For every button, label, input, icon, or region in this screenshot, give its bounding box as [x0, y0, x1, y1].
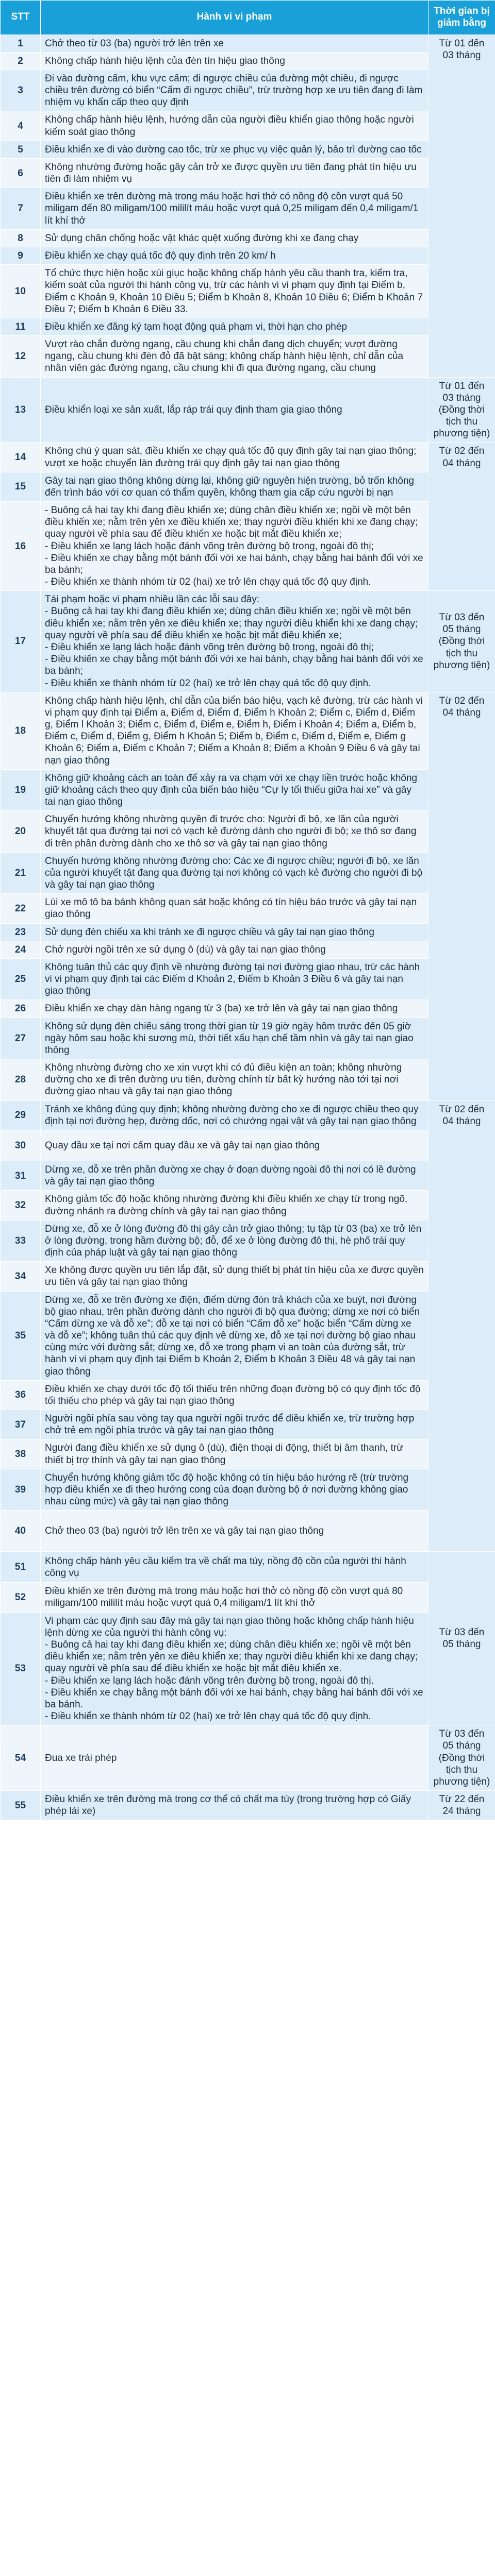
violation-text: [41, 1059, 428, 1101]
row-number: 33: [1, 1220, 41, 1262]
table-row: [1, 247, 495, 265]
row-number: 51: [1, 1552, 41, 1583]
violation-line: Đi vào đường cấm, khu vực cấm; đi ngược chiều của đường một chiều, đi ngược chiều trên đường có biển “Cấm đi ngược chiều”, trừ trường hợp xe ưu tiên đang đi làm nhiệm vụ khẩn cấp theo quy định: [45, 73, 423, 108]
table-row: [1, 158, 495, 188]
table-row: [1, 472, 495, 501]
reduction-time: Từ 02 đến 04 tháng: [428, 1100, 495, 1552]
violation-text: [41, 1511, 428, 1552]
table-row: [1, 111, 495, 141]
row-number: 16: [1, 502, 41, 591]
row-number: 36: [1, 1380, 41, 1410]
row-number: 12: [1, 336, 41, 378]
violation-line: - Buông cả hai tay khi đang điều khiển xe; dùng chân điều khiển xe; ngồi về một bên điều khiển xe; nằm trên yên xe điều khiển xe; thay người điều khiển khi xe đang chạy; quay người về phía sau để điều khiển xe hoặc bịt mắt điều khiển xe.: [45, 1639, 418, 1674]
table-row: [1, 1583, 495, 1612]
reduction-time: Từ 03 đến 05 tháng (Đồng thời tịch thu phương tiện): [428, 1725, 495, 1791]
table-row: [1, 923, 495, 941]
row-number: 18: [1, 692, 41, 769]
row-number: 9: [1, 247, 41, 265]
table-row: [1, 1612, 495, 1725]
row-number: 17: [1, 591, 41, 692]
row-number: 52: [1, 1583, 41, 1612]
violation-text: [41, 1552, 428, 1583]
violation-text: [41, 35, 428, 52]
row-number: 28: [1, 1059, 41, 1101]
violation-line: - Điều khiển xe chạy bằng một bánh đối với xe hai bánh, chạy bằng hai bánh đối với xe ba bánh;: [45, 654, 423, 677]
violation-text: [41, 1291, 428, 1380]
row-number: 25: [1, 958, 41, 1000]
header-violation: Hành vi vi phạm: [41, 1, 428, 35]
row-number: 23: [1, 923, 41, 941]
table-row: [1, 1161, 495, 1191]
row-number: 30: [1, 1130, 41, 1161]
table-row: [1, 1511, 495, 1552]
row-number: 27: [1, 1018, 41, 1059]
violation-line: Chở theo 03 (ba) người trở lên trên xe và gây tai nạn giao thông: [45, 1526, 324, 1537]
reduction-time: Từ 03 đến 05 tháng: [428, 1552, 495, 1725]
table-header: [1, 1, 495, 35]
violation-line: Tổ chức thực hiện hoặc xúi giục hoặc không chấp hành yêu cầu thanh tra, kiểm tra, kiểm soát của người thi hành công vụ, trừ các hành vi vi phạm quy định tại Điểm b, Điểm c Khoản 9, Khoản 10 Điều 5; Điểm b Khoản 8, Khoản 10 Điều 6; Điểm b Khoản 7 Điều 7; Điểm b Khoản 6 Điều 33.: [45, 268, 423, 315]
violation-line: Điều khiển xe trên đường mà trong máu hoặc hơi thở có nồng độ cồn vượt quá 80 miligam/100 mililít máu hoặc vượt quá 0,4 miligam/1 lít khí thở: [45, 1586, 403, 1609]
row-number: 26: [1, 1000, 41, 1018]
table-row: [1, 811, 495, 853]
violation-line: Không giảm tốc độ hoặc không nhường đường khi điều khiển xe chạy từ trong ngõ, đường nhánh ra đường chính và gây tai nạn giao thông: [45, 1194, 408, 1217]
row-number: 55: [1, 1791, 41, 1820]
table-row: [1, 141, 495, 158]
violation-text: [41, 1439, 428, 1469]
table-row: [1, 1469, 495, 1511]
violation-line: Chở theo từ 03 (ba) người trở lên trên xe: [45, 38, 224, 49]
violation-text: [41, 1161, 428, 1191]
violation-line: Không sử dụng đèn chiếu sáng trong thời gian từ 19 giờ ngày hôm trước đến 05 giờ ngày hôm sau hoặc khi sương mù, thời tiết xấu hạn chế tầm nhìn và gây tai nạn giao thông: [45, 1021, 414, 1056]
violation-text: [41, 1191, 428, 1220]
violation-line: Chuyển hướng không nhường quyền đi trước cho: Người đi bộ, xe lăn của người khuyết tật qua đường tại nơi có vạch kẻ đường dành cho người đi bộ; xe thô sơ đang đi trên phần đường dành cho xe thô sơ và gây tai nạn giao thông: [45, 814, 417, 849]
violation-line: - Điều khiển xe thành nhóm từ 02 (hai) xe trở lên chạy quá tốc độ quy định.: [45, 677, 371, 689]
violation-line: Gây tai nạn giao thông không dừng lại, không giữ nguyên hiện trường, bỏ trốn không đến trình báo với cơ quan có thẩm quyền, không tham gia cấp cứu người bị nạn: [45, 475, 415, 498]
table-row: [1, 1220, 495, 1262]
table-row: [1, 1791, 495, 1820]
row-number: 1: [1, 35, 41, 52]
table-row: [1, 1725, 495, 1791]
violation-line: Đua xe trái phép: [45, 1752, 117, 1764]
row-number: 31: [1, 1161, 41, 1191]
violation-text: [41, 377, 428, 443]
table-row: [1, 229, 495, 247]
violation-line: Điều khiển xe chạy dàn hàng ngang từ 3 (ba) xe trở lên và gây tai nạn giao thông: [45, 1003, 398, 1014]
violation-line: - Điều khiển xe lạng lách hoặc đánh võng trên đường bộ trong, ngoài đô thị;: [45, 641, 374, 653]
violation-text: [41, 1725, 428, 1791]
violation-line: Tránh xe không đúng quy định; không nhường đường cho xe đi ngược chiều theo quy định tại nơi đường hẹp, đường dốc, nơi có chướng ngại vật và gây tai nạn giao thông: [45, 1104, 419, 1127]
violation-line: - Điều khiển xe lạng lách hoặc đánh võng trên đường bộ trong, ngoài đô thị.: [45, 1675, 374, 1686]
row-number: 15: [1, 472, 41, 501]
reduction-time: Từ 01 đến 03 tháng: [428, 35, 495, 377]
row-number: 39: [1, 1469, 41, 1511]
violation-line: Điều khiển loại xe sản xuất, lắp ráp trái quy định tham gia giao thông: [45, 404, 342, 415]
table-row: [1, 1018, 495, 1059]
violation-text: [41, 958, 428, 1000]
table-row: [1, 188, 495, 230]
violation-text: [41, 692, 428, 769]
table-row: [1, 894, 495, 923]
violation-line: Người ngồi phía sau vòng tay qua người ngồi trước để điều khiển xe, trừ trường hợp chở trẻ em ngồi phía trước và gây tai nạn giao thông: [45, 1413, 415, 1436]
violation-text: [41, 941, 428, 958]
violation-line: Vi phạm các quy định sau đây mà gây tai nạn giao thông hoặc không chấp hành hiệu lệnh dừng xe của người thi hành công vụ:: [45, 1615, 414, 1638]
row-number: 8: [1, 229, 41, 247]
violation-line: Không nhường đường hoặc gây cản trở xe được quyền ưu tiên đang phát tín hiệu ưu tiên đi làm nhiệm vụ: [45, 161, 417, 185]
table-row: [1, 1410, 495, 1439]
violation-text: [41, 769, 428, 811]
violation-line: Điều khiển xe chạy dưới tốc độ tối thiểu trên những đoạn đường bộ có quy định tốc độ tối thiểu cho phép và gây tai nạn giao thông: [45, 1383, 421, 1406]
violation-line: Dừng xe, đỗ xe trên phần đường xe chạy ở đoạn đường ngoài đô thị nơi có lề đường và gây tai nạn giao thông: [45, 1164, 416, 1188]
table-row: [1, 1100, 495, 1130]
violation-text: [41, 1469, 428, 1511]
row-number: 6: [1, 158, 41, 188]
row-number: 5: [1, 141, 41, 158]
violation-text: [41, 502, 428, 591]
violation-line: Chuyển hướng không nhường đường cho: Các xe đi ngược chiều; người đi bộ, xe lăn của người khuyết tật đang qua đường tại nơi không có vạch kẻ đường cho người đi bộ và gây tai nạn giao thông: [45, 855, 423, 891]
row-number: 22: [1, 894, 41, 923]
violation-text: [41, 1018, 428, 1059]
reduction-time: Từ 02 đến 04 tháng: [428, 443, 495, 591]
table-row: [1, 1191, 495, 1220]
violation-line: Chuyển hướng không giảm tốc độ hoặc không có tín hiệu báo hướng rẽ (trừ trường hợp điều khiển xe đi theo hướng cong của đoạn đường bộ ở nơi đường không giao nhau cùng mức) và gây tai nạn giao thông: [45, 1472, 409, 1507]
violation-line: Không nhường đường cho xe xin vượt khi có đủ điều kiện an toàn; không nhường đường cho xe đi trên đường ưu tiên, đường chính từ bất kỳ hướng nào tới tại nơi đường giao nhau và gây tai nạn giao thông: [45, 1062, 402, 1097]
violation-line: Chở người ngồi trên xe sử dụng ô (dù) và gây tai nạn giao thông: [45, 944, 326, 955]
row-number: 53: [1, 1612, 41, 1725]
violation-line: Không chấp hành hiệu lệnh của đèn tín hiệu giao thông: [45, 55, 285, 66]
row-number: 38: [1, 1439, 41, 1469]
violation-line: - Điều khiển xe thành nhóm từ 02 (hai) xe trở lên chạy quá tốc độ quy định.: [45, 1711, 371, 1722]
row-number: 10: [1, 265, 41, 318]
violation-text: [41, 141, 428, 158]
violation-line: - Điều khiển xe chạy bằng một bánh đối với xe hai bánh, chạy bằng hai bánh đối với xe ba bánh.: [45, 1687, 423, 1710]
violation-line: Tái phạm hoặc vi phạm nhiều lần các lỗi sau đây:: [45, 594, 260, 605]
violation-text: [41, 336, 428, 378]
violation-text: [41, 923, 428, 941]
violation-line: Lùi xe mô tô ba bánh không quan sát hoặc không có tín hiệu báo trước và gây tai nạn giao thông: [45, 897, 417, 920]
table-row: [1, 852, 495, 894]
violation-line: Sử dụng chân chống hoặc vật khác quệt xuống đường khi xe đang chạy: [45, 232, 359, 244]
row-number: 19: [1, 769, 41, 811]
violation-text: [41, 1583, 428, 1612]
table-row: [1, 591, 495, 692]
table-row: [1, 377, 495, 443]
row-number: 20: [1, 811, 41, 853]
row-number: 35: [1, 1291, 41, 1380]
violation-text: [41, 1130, 428, 1161]
violation-line: Điều khiển xe đi vào đường cao tốc, trừ xe phục vụ việc quản lý, bảo trì đường cao tốc: [45, 144, 422, 155]
row-number: 32: [1, 1191, 41, 1220]
table-row: [1, 443, 495, 472]
table-row: [1, 692, 495, 769]
violation-line: Sử dụng đèn chiếu xa khi tránh xe đi ngược chiều và gây tai nạn giao thông: [45, 926, 374, 938]
violation-text: [41, 318, 428, 335]
violation-line: Không chấp hành yêu cầu kiểm tra về chất ma túy, nồng độ cồn của người thi hành công vụ: [45, 1555, 406, 1579]
table-row: [1, 1380, 495, 1410]
violation-text: [41, 1380, 428, 1410]
violation-line: Điều khiển xe chạy quá tốc độ quy định trên 20 km/ h: [45, 250, 276, 261]
violation-text: [41, 1612, 428, 1725]
violation-text: [41, 443, 428, 472]
violation-text: [41, 265, 428, 318]
violation-line: Quay đầu xe tại nơi cấm quay đầu xe và gây tai nạn giao thông: [45, 1140, 320, 1151]
table-row: [1, 52, 495, 70]
row-number: 3: [1, 70, 41, 111]
row-number: 4: [1, 111, 41, 141]
violation-text: [41, 52, 428, 70]
violation-text: [41, 229, 428, 247]
header-time: Thời gian bị giảm bằng: [428, 1, 495, 35]
table-row: [1, 769, 495, 811]
violation-line: Điều khiển xe trên đường mà trong cơ thể có chất ma túy (trong trường hợp có Giấy phép lái xe): [45, 1794, 411, 1817]
row-number: 29: [1, 1100, 41, 1130]
table-row: [1, 1059, 495, 1101]
violation-text: [41, 247, 428, 265]
violation-line: Không chú ý quan sát, điều khiển xe chạy quá tốc độ quy định gây tai nạn giao thông; vượt xe hoặc chuyển làn đường trái quy định gây tai nạn giao thông: [45, 446, 417, 469]
table-row: [1, 1291, 495, 1380]
table-row: [1, 1130, 495, 1161]
violation-line: - Điều khiển xe lạng lách hoặc đánh võng trên đường bộ trong, ngoài đô thị;: [45, 540, 374, 552]
violation-line: Điều khiển xe đăng ký tạm hoạt động quá phạm vi, thời hạn cho phép: [45, 321, 348, 332]
violation-line: Điều khiển xe trên đường mà trong máu hoặc hơi thở có nồng độ cồn vượt quá 50 miligam đến 80 miligam/100 mililít máu hoặc vượt quá 0,25 miligam đến 0,4 miligam/1 lít khí thở: [45, 191, 419, 226]
table-row: [1, 70, 495, 111]
row-number: 34: [1, 1262, 41, 1291]
row-number: 14: [1, 443, 41, 472]
violation-text: [41, 811, 428, 853]
row-number: 54: [1, 1725, 41, 1791]
table-row: [1, 958, 495, 1000]
row-number: 21: [1, 852, 41, 894]
violation-text: [41, 1220, 428, 1262]
header-stt: STT: [1, 1, 41, 35]
violation-line: - Điều khiển xe chạy bằng một bánh đối với xe hai bánh, chạy bằng hai bánh đối với xe ba bánh;: [45, 552, 423, 575]
violation-text: [41, 111, 428, 141]
violation-line: Không chấp hành hiệu lệnh, chỉ dẫn của biển báo hiệu, vạch kẻ đường, trừ các hành vi vi phạm quy định tại Điểm a, Điểm d, Điểm đ, Điểm h Khoản 2; Điểm c, Điểm d, Điểm g, Điểm l Khoản 3; Điểm c, Điểm đ, Điểm e, Điểm h, Điểm i Khoản 4; Điểm a, Điểm b, Điểm c, Điểm d, Điểm g, Điểm h Khoản 5; Điểm b, Điểm c, Điểm d, Điểm e, Điểm g Khoản 6; Điểm a, Điểm c Khoản 7; Điểm a Khoản 8; Điểm a Khoản 9 Điều 6 và gây tai nạn giao thông: [45, 695, 423, 766]
violation-text: [41, 852, 428, 894]
reduction-time: Từ 03 đến 05 tháng (Đồng thời tịch thu phương tiện): [428, 591, 495, 692]
violation-text: [41, 591, 428, 692]
table-row: [1, 336, 495, 378]
violation-line: Không tuân thủ các quy định về nhường đường tại nơi đường giao nhau, trừ các hành vi vi phạm quy định tại các Điểm d Khoản 2, Điểm b Khoản 3 Điều 6 và gây tai nạn giao thông: [45, 961, 420, 997]
violation-text: [41, 70, 428, 111]
violation-line: Không chấp hành hiệu lệnh, hướng dẫn của người điều khiển giao thông hoặc người kiểm soát giao thông: [45, 114, 414, 138]
violation-text: [41, 1262, 428, 1291]
reduction-time: Từ 01 đến 03 tháng (Đồng thời tịch thu phương tiện): [428, 377, 495, 443]
violation-line: Xe không được quyền ưu tiên lắp đặt, sử dụng thiết bị phát tín hiệu của xe được quyền ưu tiên và gây tai nạn giao thông: [45, 1265, 424, 1288]
row-number: 2: [1, 52, 41, 70]
reduction-time: Từ 02 đến 04 tháng: [428, 692, 495, 1100]
violation-text: [41, 894, 428, 923]
table-row: [1, 502, 495, 591]
violation-line: Dừng xe, đỗ xe ở lòng đường đô thị gây cản trở giao thông; tụ tập từ 03 (ba) xe trở lên ở lòng đường, trong hầm đường bộ; đỗ, để xe ở lòng đường đô thị, hè phố trái quy định của pháp luật và gây tai nạn giao thông: [45, 1223, 422, 1259]
table-body: [1, 35, 495, 1820]
table-row: [1, 941, 495, 958]
violation-line: Dừng xe, đỗ xe trên đường xe điện, điểm dừng đón trả khách của xe buýt, nơi đường bộ giao nhau, trên phần đường dành cho người đi bộ qua đường; dừng xe nơi có biển “Cấm dừng xe và đỗ xe”; đỗ xe tại nơi có biển “Cấm đỗ xe” hoặc biển “Cấm dừng xe và đỗ xe”; không tuân thủ các quy định về dừng xe, đỗ xe tại nơi đường bộ giao nhau cùng mức với đường sắt; dừng xe, đỗ xe trong phạm vi an toàn của đường sắt, trừ hành vi vi phạm quy định tại Điểm b Khoản 2, Điểm b Khoản 3 Điều 48 và gây tai nạn giao thông: [45, 1294, 420, 1377]
row-number: 7: [1, 188, 41, 230]
violation-text: [41, 1791, 428, 1820]
violation-line: - Buông cả hai tay khi đang điều khiển xe; dùng chân điều khiển xe; ngồi về một bên điều khiển xe; nằm trên yên xe điều khiển xe; thay người điều khiển khi xe đang chạy; quay người về phía sau để điều khiển xe hoặc bịt mắt điều khiển xe;: [45, 606, 418, 641]
violation-text: [41, 188, 428, 230]
row-number: 37: [1, 1410, 41, 1439]
violation-text: [41, 1410, 428, 1439]
reduction-time: Từ 22 đến 24 tháng: [428, 1791, 495, 1820]
violation-line: Vượt rào chắn đường ngang, cầu chung khi chắn đang dịch chuyển; vượt đường ngang, cầu chung khi đèn đỏ đã bật sáng; không chấp hành hiệu lệnh, chỉ dẫn của nhân viên gác đường ngang, cầu chung khi đi qua đường ngang, cầu chung: [45, 339, 404, 374]
violation-line: Không giữ khoảng cách an toàn để xảy ra va chạm với xe chạy liền trước hoặc không giữ khoảng cách theo quy định của biển báo hiệu “Cự ly tối thiểu giữa hai xe” và gây tai nạn giao thông: [45, 772, 418, 808]
violation-text: [41, 1000, 428, 1018]
table-row: [1, 1439, 495, 1469]
table-row: [1, 35, 495, 52]
violation-text: [41, 158, 428, 188]
row-number: 24: [1, 941, 41, 958]
table-row: [1, 1552, 495, 1583]
table-row: [1, 1000, 495, 1018]
table-row: [1, 265, 495, 318]
table-row: [1, 318, 495, 335]
violation-text: [41, 1100, 428, 1130]
violation-line: - Buông cả hai tay khi đang điều khiển xe; dùng chân điều khiển xe; ngồi về một bên điều khiển xe; nằm trên yên xe điều khiển xe; thay người điều khiển khi xe đang chạy; quay người về phía sau để điều khiển xe hoặc bịt mắt điều khiển xe;: [45, 505, 418, 540]
violation-line: Người đang điều khiển xe sử dụng ô (dù), điện thoại di động, thiết bị âm thanh, trừ thiết bị trợ thính và gây tai nạn giao thông: [45, 1443, 403, 1466]
violation-line: - Điều khiển xe thành nhóm từ 02 (hai) xe trở lên chạy quá tốc độ quy định.: [45, 577, 371, 588]
row-number: 40: [1, 1511, 41, 1552]
violation-text: [41, 472, 428, 501]
table-row: [1, 1262, 495, 1291]
row-number: 11: [1, 318, 41, 335]
row-number: 13: [1, 377, 41, 443]
